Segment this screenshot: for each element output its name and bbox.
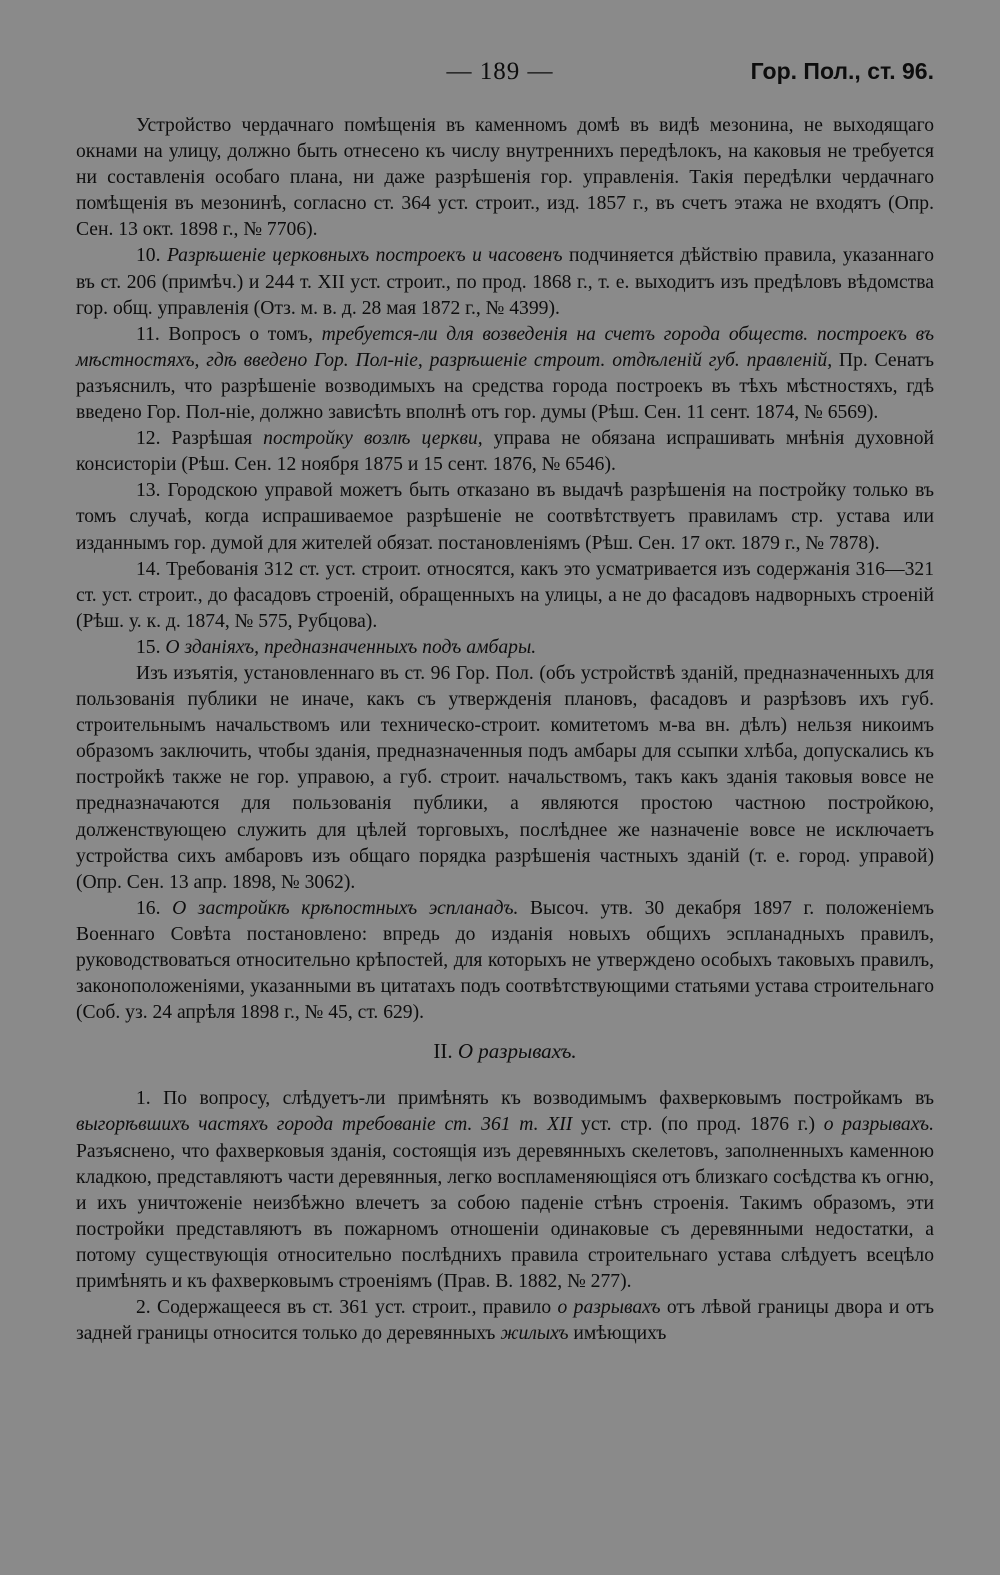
para-s2-1	[76, 1086, 934, 1295]
italic-span: постройку возлѣ церкви,	[263, 428, 483, 450]
page-number: — 189 —	[446, 58, 554, 85]
text-span: Высоч. утв. 30 декабря 1897 г. положеніемъ Военнаго Совѣта постановлено: впредь до изданія новыхъ общихъ эспланадныхъ правилъ, руководствоваться относительно крѣпостей, для которыхъ не утверждено особыхъ таковыхъ правилъ, законоположеніями, указанными въ цитатахъ подъ соотвѣтствующими статьями устава строительнаго (Соб. уз. 24 апрѣля 1898 г., № 45, ст. 629).	[76, 897, 935, 1024]
para-15-body	[76, 661, 934, 896]
para-11	[76, 322, 934, 426]
text-span: управа не обязана испрашивать мнѣнія духовной консисторіи (Рѣш. Сен. 12 ноября 1875 и 15 сент. 1876, № 6546).	[76, 428, 934, 476]
italic-span: о разрывахъ.	[823, 1114, 934, 1136]
text-span: 15.	[136, 636, 166, 658]
text-span: уст. стр. (по прод. 1876 г.)	[572, 1114, 824, 1136]
para-14	[76, 557, 934, 635]
text-span: 10.	[136, 245, 167, 267]
italic-span: требуется-ли для возведенія на счетъ города обществ. построекъ въ мѣстностяхъ, гдѣ введено Гор. Пол-ніе, разрѣшеніе строит. отдѣленій губ. правленій,	[76, 323, 935, 371]
para-s2-2	[76, 1295, 934, 1347]
para-12	[76, 426, 934, 478]
para-attic	[76, 113, 934, 243]
page-header	[0, 58, 1000, 92]
section-heading	[76, 1038, 934, 1064]
text-span: 11. Вопросъ о томъ,	[136, 323, 322, 345]
text-span: 13. Городскою управой можетъ быть отказано въ выдачѣ разрѣшенія на постройку только въ томъ случаѣ, когда испрашиваемое разрѣшеніе не соотвѣтствуетъ правиламъ стр. устава или изданнымъ гор. думой для жителей обязат. постановленіямъ (Рѣш. Сен. 17 окт. 1879 г., № 7878).	[76, 480, 934, 554]
text-span: Устройство чердачнаго помѣщенія въ каменномъ домѣ въ видѣ мезонина, не выходящаго окнами на улицу, должно быть отнесено къ числу внутреннихъ передѣлокъ, на каковыя не требуется ни составленія особаго плана, ни даже разрѣшенія гор. управленія. Такія передѣлки чердачнаго помѣщенія въ мезонинѣ, согласно ст. 364 уст. строит., изд. 1857 г., въ счетъ этажа не входятъ (Опр. Сен. 13 окт. 1898 г., № 7706).	[76, 115, 934, 241]
italic-span: о разрывахъ	[557, 1297, 661, 1319]
body-text	[76, 113, 934, 1347]
text-span: 1. По вопросу, слѣдуетъ-ли примѣнять къ возводимымъ фахверковымъ постройкамъ въ	[136, 1088, 934, 1110]
text-span: 14. Требованія 312 ст. уст. строит. относятся, какъ это усматривается изъ содержанія 316—321 ст. уст. строит., до фасадовъ строеній, обращенныхъ на улицы, а не до фасадовъ надворныхъ строеній (Рѣш. у. к. д. 1874, № 575, Рубцова).	[76, 558, 934, 632]
para-16	[76, 896, 934, 1026]
italic-span: Разрѣшеніе церковныхъ построекъ и часовенъ	[166, 245, 563, 267]
running-title: Гор. Пол., ст. 96.	[750, 58, 934, 84]
para-13	[76, 478, 934, 556]
italic-span: жилыхъ	[500, 1323, 569, 1345]
italic-span: О зданіяхъ, предназначенныхъ подъ амбары.	[165, 636, 537, 658]
para-15-heading	[76, 635, 934, 661]
text-span: 12. Разрѣшая	[136, 428, 264, 450]
text-span: Пр. Сенатъ разъяснилъ, что разрѣшеніе возводимыхъ на средства города построекъ въ тѣхъ мѣстностяхъ, гдѣ введено Гор. Пол-ніе, должно зависѣть вполнѣ отъ гор. думы (Рѣш. Сен. 11 сент. 1874, № 6569).	[76, 349, 934, 424]
text-span: II.	[433, 1039, 458, 1064]
text-span: имѣющихъ	[568, 1323, 667, 1345]
para-10	[76, 243, 934, 321]
text-span: Разъяснено, что фахверковыя зданія, состоящія изъ деревянныхъ скелетовъ, заполненныхъ каменною кладкою, представляютъ части деревянныя, легко воспламеняющіяся отъ близкаго сосѣдства къ огню, и ихъ уничтоженіе неизбѣжно влечетъ за собою паденіе стѣнъ строенія. Такимъ образомъ, эти постройки представляютъ въ пожарномъ отношеніи одинаковые съ деревянными недостатки, а потому существующія относительно послѣднихъ правила строительнаго устава слѣдуетъ всецѣло примѣнять и къ фахверковымъ строеніямъ (Прав. В. 1882, № 277).	[76, 1140, 934, 1293]
italic-span: О застройкѣ крѣпостныхъ эспланадъ.	[172, 897, 519, 919]
italic-span: выгорѣвшихъ частяхъ города требованіе ст. 361 т. XII	[76, 1114, 573, 1136]
text-span: Изъ изъятія, установленнаго въ ст. 96 Гор. Пол. (объ устройствѣ зданій, предназначенныхъ для пользованія публики не иначе, какъ съ утвержденія плановъ, фасадовъ и разрѣзовъ ихъ губ. строительнымъ начальствомъ или техническо-строит. комитетомъ м-ва вн. дѣлъ) нельзя никоимъ образомъ заключить, чтобы зданія, предназначенныя подъ амбары для ссыпки хлѣба, допускались къ постройкѣ также не гор. управою, а губ. строит. начальствомъ, такъ какъ зданія таковыя вовсе не предназначаются для пользованія публики, а являются простою частною постройкою, долженствующею служить для цѣлей торговыхъ, послѣднее же назначеніе вовсе не исключаетъ устройства сихъ амбаровъ изъ общаго порядка разрѣшенія частныхъ зданій (т. е. город. управой) (Опр. Сен. 13 апр. 1898, № 3062).	[76, 662, 934, 893]
text-span: подчиняется дѣйствію правила, указаннаго въ ст. 206 (примѣч.) и 244 т. XII уст. строит., по прод. 1868 г., т. е. выходитъ изъ предѣловъ вѣдомства гор. общ. управленія (Отз. м. в. д. 28 мая 1872 г., № 4399).	[76, 245, 934, 319]
text-span: 2. Содержащееся въ ст. 361 уст. строит., правило	[136, 1297, 558, 1319]
text-span: 16.	[136, 897, 173, 919]
text-span: отъ лѣвой границы двора и отъ задней границы относится только до деревянныхъ	[76, 1297, 934, 1345]
italic-span: О разрывахъ.	[457, 1039, 577, 1064]
